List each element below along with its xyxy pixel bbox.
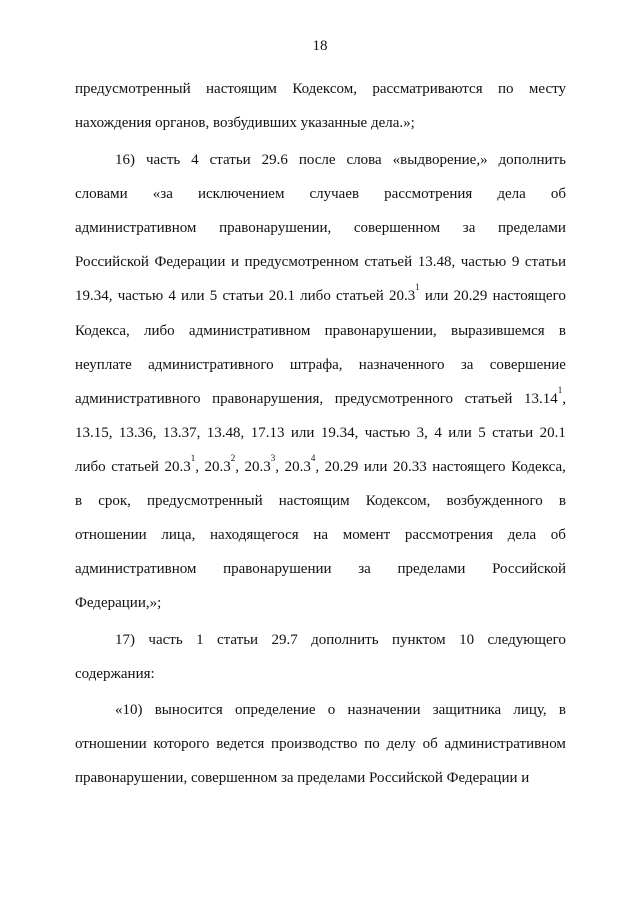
text-line: административного правонарушения, предусмотренного статьей 13.14$^1$, — [75, 385, 566, 407]
text-line: неуплате административного штрафа, назначенного за совершение — [75, 357, 566, 373]
text-line: либо статьей 20.3$^1$, 20.3$^2$, 20.3$^3$, 20.3$^4$, 20.29 или 20.33 настоящего Кодекса, — [75, 453, 566, 475]
text-line: административном правонарушении за пределами Российской — [75, 561, 566, 577]
text-line: отношении которого ведется производство по делу об административном — [75, 736, 566, 752]
text-line: Кодекса, либо административном правонарушении, выразившемся в — [75, 323, 566, 339]
text-line: Российской Федерации и предусмотренном статьей 13.48, частью 9 статьи — [75, 254, 566, 270]
text-line: отношении лица, находящегося на момент рассмотрения дела об — [75, 527, 566, 543]
text-line: Федерации,»; — [75, 595, 162, 611]
text-line: нахождения органов, возбудивших указанные дела.»; — [75, 115, 415, 131]
text-line: словами «за исключением случаев рассмотрения дела об — [75, 186, 566, 202]
text-line: содержания: — [75, 666, 155, 682]
text-line: 17) часть 1 статьи 29.7 дополнить пунктом 10 следующего — [115, 632, 566, 648]
text-line: «10) выносится определение о назначении защитника лицу, в — [115, 702, 566, 718]
text-line: 13.15, 13.36, 13.37, 13.48, 17.13 или 19.34, частью 3, 4 или 5 статьи 20.1 — [75, 425, 566, 441]
text-line: правонарушении, совершенном за пределами Российской Федерации и — [75, 770, 530, 786]
text-line: в срок, предусмотренный настоящим Кодексом, возбужденного в — [75, 493, 566, 509]
text-line: 19.34, частью 4 или 5 статьи 20.1 либо статьей 20.3$^1$ или 20.29 настоящего — [75, 282, 566, 304]
page-number: 18 — [312, 38, 328, 54]
text-line: 16) часть 4 статьи 29.6 после слова «выдворение,» дополнить — [115, 152, 566, 168]
text-line: предусмотренный настоящим Кодексом, рассматриваются по месту — [75, 81, 566, 97]
text-line: административном правонарушении, совершенном за пределами — [75, 220, 566, 236]
